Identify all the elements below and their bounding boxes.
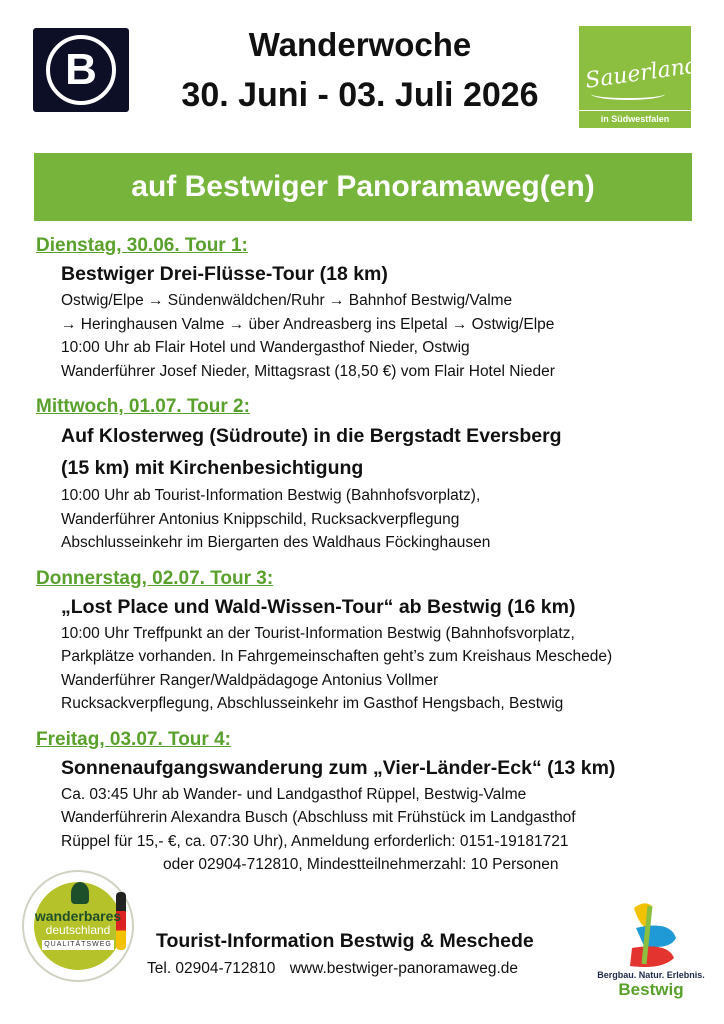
tour-detail: Wanderführer Josef Nieder, Mittagsrast (18,50 €) vom Flair Hotel Nieder	[61, 362, 555, 380]
tour-detail: 10:00 Uhr ab Flair Hotel und Wandergasthof Nieder, Ostwig	[61, 339, 470, 356]
tour-2	[36, 393, 696, 555]
tour-day-heading: Dienstag, 30.06. Tour 1:	[36, 235, 248, 256]
logo-text-wanderbares: wanderbares	[34, 908, 122, 924]
tour-1	[36, 232, 696, 383]
tour-list	[36, 232, 696, 887]
tour-detail: oder 02904-712810, Mindestteilnehmerzahl: 10 Personen	[163, 856, 559, 873]
sauerland-script: Sauerland	[583, 53, 701, 94]
bestwig-b-logo	[33, 28, 129, 112]
sauerland-logo	[579, 26, 701, 128]
tour-title-continued: (15 km) mit Kirchenbesichtigung	[61, 457, 364, 479]
tour-detail: Rucksackverpflegung, Abschlusseinkehr im Gasthof Hengsbach, Bestwig	[61, 695, 564, 712]
page-date-range: 30. Juni - 03. Juli 2026	[181, 76, 539, 114]
website-link[interactable]: www.bestwiger-panoramaweg.de	[289, 960, 519, 977]
tour-day-heading: Mittwoch, 01.07. Tour 2:	[36, 396, 250, 417]
tour-4	[36, 726, 696, 877]
tour-detail: Wanderführerin Alexandra Busch (Abschluss mit Frühstück im Landgasthof	[61, 809, 576, 826]
page-title: Wanderwoche	[248, 26, 472, 63]
bestwig-tagline: Bergbau. Natur. Erlebnis.	[597, 970, 705, 980]
sauerland-subtitle: in Südwestfalen	[579, 110, 691, 128]
bestwig-b-icon	[592, 898, 710, 970]
tour-3	[36, 565, 696, 716]
tour-detail: → Heringhausen Valme → über Andreasberg ins Elpetal → Ostwig/Elpe	[61, 315, 555, 333]
b-letter: B	[46, 35, 116, 105]
phone-number: Tel. 02904-712810	[147, 960, 276, 977]
footer-title: Tourist-Information Bestwig & Meschede	[156, 930, 534, 952]
tour-title: „Lost Place und Wald-Wissen-Tour“ ab Bestwig (16 km)	[61, 595, 576, 618]
tour-title: Sonnenaufgangswanderung zum „Vier-Länder-Eck“ (13 km)	[61, 756, 616, 779]
bestwig-brand-logo	[592, 898, 710, 1002]
tour-detail: Wanderführer Ranger/Waldpädagoge Antonius Vollmer	[61, 671, 439, 689]
footer-contact	[147, 960, 518, 978]
banner: auf Bestwiger Panoramaweg(en)	[34, 153, 692, 221]
bestwig-name: Bestwig	[618, 980, 684, 999]
hiker-icon	[71, 882, 89, 904]
tour-detail: Ostwig/Elpe → Sündenwäldchen/Ruhr → Bahnhof Bestwig/Valme	[61, 292, 513, 309]
tour-detail: 10:00 Uhr Treffpunkt an der Tourist-Information Bestwig (Bahnhofsvorplatz,	[61, 624, 575, 642]
sauerland-swoosh	[591, 88, 665, 100]
tour-detail: 10:00 Uhr ab Tourist-Information Bestwig (Bahnhofsvorplatz),	[61, 487, 481, 504]
logo-text-deutschland: deutschland	[45, 923, 111, 937]
tour-detail: Ca. 03:45 Uhr ab Wander- und Landgasthof Rüppel, Bestwig-Valme	[61, 785, 527, 803]
tour-detail: Abschlusseinkehr im Biergarten des Waldhaus Föckinghausen	[61, 534, 491, 551]
tour-detail: Parkplätze vorhanden. In Fahrgemeinschaften geht’s zum Kreishaus Meschede)	[61, 648, 613, 665]
tour-detail: Wanderführer Antonius Knippschild, Rucksackverpflegung	[61, 510, 460, 528]
logo-text-qualitaetsweg: QUALITÄTSWEG	[42, 940, 114, 950]
tour-title: Bestwiger Drei-Flüsse-Tour (18 km)	[61, 263, 388, 285]
tour-detail: Rüppel für 15,- €, ca. 07:30 Uhr), Anmeldung erforderlich: 0151-19181721	[61, 832, 569, 850]
wanderbares-deutschland-logo	[22, 870, 134, 982]
tour-day-heading: Freitag, 03.07. Tour 4:	[36, 728, 231, 750]
tour-day-heading: Donnerstag, 02.07. Tour 3:	[36, 567, 274, 589]
tour-title: Auf Klosterweg (Südroute) in die Bergstadt Eversberg	[61, 425, 562, 447]
